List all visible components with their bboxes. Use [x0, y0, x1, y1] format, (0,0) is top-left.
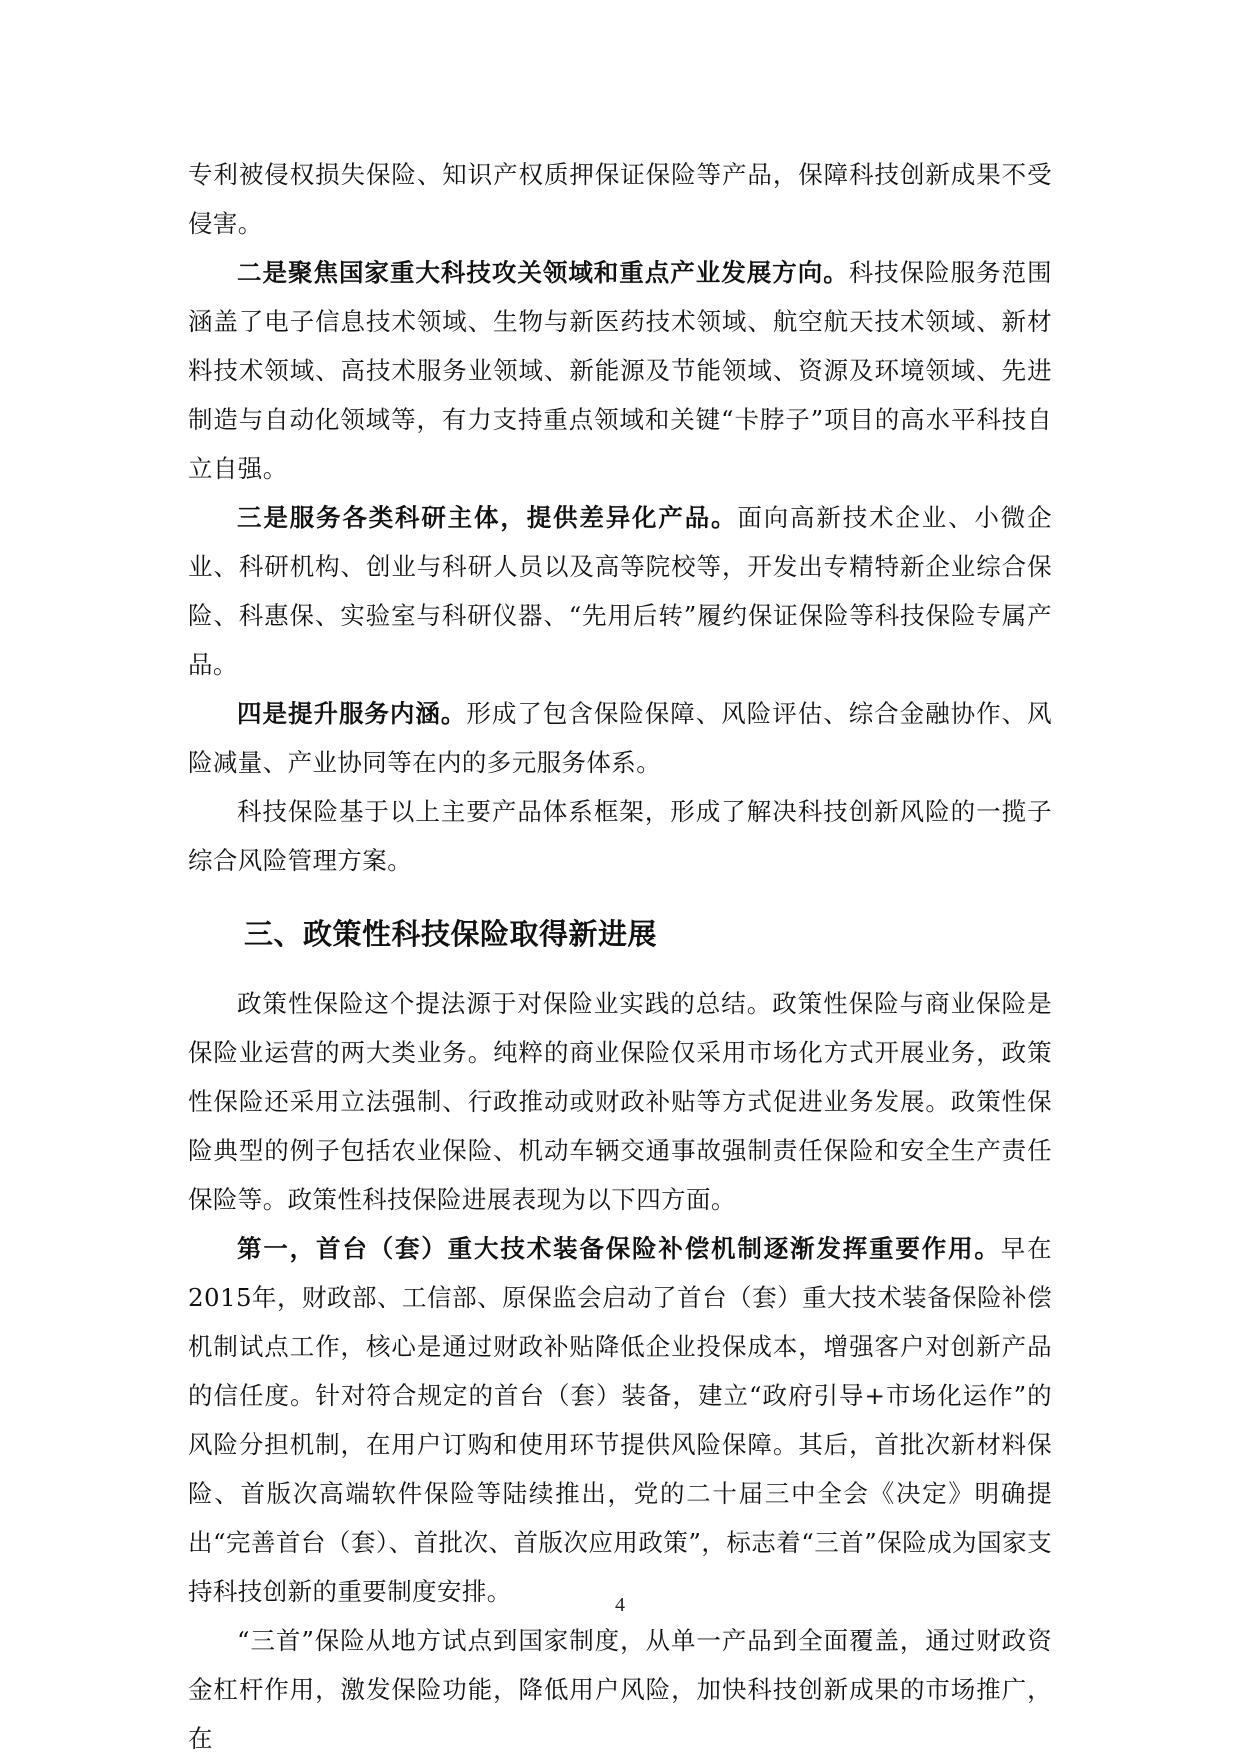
paragraph-text: 面向高新技术企业、小微企业、科研机构、创业与科研人员以及高等院校等，开发出专精特新企业综合保险、科惠保、实验室与科研仪器、“先用后转”履约保证保险等科技保险专属产品。	[188, 503, 1052, 679]
paragraph-point-three	[188, 493, 1052, 689]
paragraph-policy-intro	[188, 979, 1052, 1224]
paragraph-text: 科技保险基于以上主要产品体系框架，形成了解决科技创新风险的一揽子综合风险管理方案。	[188, 797, 1052, 875]
paragraph-text: 早在2015年，财政部、工信部、原保监会启动了首台（套）重大技术装备保险补偿机制试点工作，核心是通过财政补贴降低企业投保成本，增强客户对创新产品的信任度。针对符合规定的首台（套）装备，建立“政府引导+市场化运作”的风险分担机制，在用户订购和使用环节提供风险保障。其后，首批次新材料保险、首版次高端软件保险等陆续推出，党的二十届三中全会《决定》明确提出“完善首台（套）、首批次、首版次应用政策”，标志着“三首”保险成为国家支持科技创新的重要制度安排。	[188, 1234, 1052, 1606]
paragraph-text: 政策性保险这个提法源于对保险业实践的总结。政策性保险与商业保险是保险业运营的两大类业务。纯粹的商业保险仅采用市场化方式开展业务，政策性保险还采用立法强制、行政推动或财政补贴等方式促进业务发展。政策性保险典型的例子包括农业保险、机动车辆交通事故强制责任保险和安全生产责任保险等。政策性科技保险进展表现为以下四方面。	[188, 989, 1052, 1214]
paragraph-lead: 第一，首台（套）重大技术装备保险补偿机制逐渐发挥重要作用。	[237, 1234, 1001, 1263]
paragraph-text: 专利被侵权损失保险、知识产权质押保证保险等产品，保障科技创新成果不受侵害。	[188, 160, 1052, 238]
paragraph-text: 科技保险服务范围涵盖了电子信息技术领域、生物与新医药技术领域、航空航天技术领域、新材料技术领域、高技术服务业领域、新能源及节能领域、资源及环境领域、先进制造与自动化领域等，有力支持重点领域和关键“卡脖子”项目的高水平科技自立自强。	[188, 258, 1052, 483]
page-body	[188, 150, 1052, 1763]
paragraph-lead: 二是聚焦国家重大科技攻关领域和重点产业发展方向。	[237, 258, 849, 287]
paragraph-lead: 四是提升服务内涵。	[237, 699, 467, 728]
paragraph-text: 形成了包含保险保障、风险评估、综合金融协作、风险减量、产业协同等在内的多元服务体系。	[188, 699, 1052, 777]
paragraph-point-four	[188, 689, 1052, 787]
paragraph-first-point	[188, 1224, 1052, 1616]
paragraph-summary	[188, 787, 1052, 885]
section-heading: 三、政策性科技保险取得新进展	[244, 917, 658, 951]
paragraph-text: “三首”保险从地方试点到国家制度，从单一产品到全面覆盖，通过财政资金杠杆作用，激发保险功能，降低用户风险，加快科技创新成果的市场推广，在	[188, 1626, 1052, 1753]
paragraph-three-firsts	[188, 1616, 1052, 1763]
paragraph-continuation	[188, 150, 1052, 248]
paragraph-lead: 三是服务各类科研主体，提供差异化产品。	[237, 503, 738, 532]
page-number: 4	[615, 1594, 625, 1616]
paragraph-point-two	[188, 248, 1052, 493]
